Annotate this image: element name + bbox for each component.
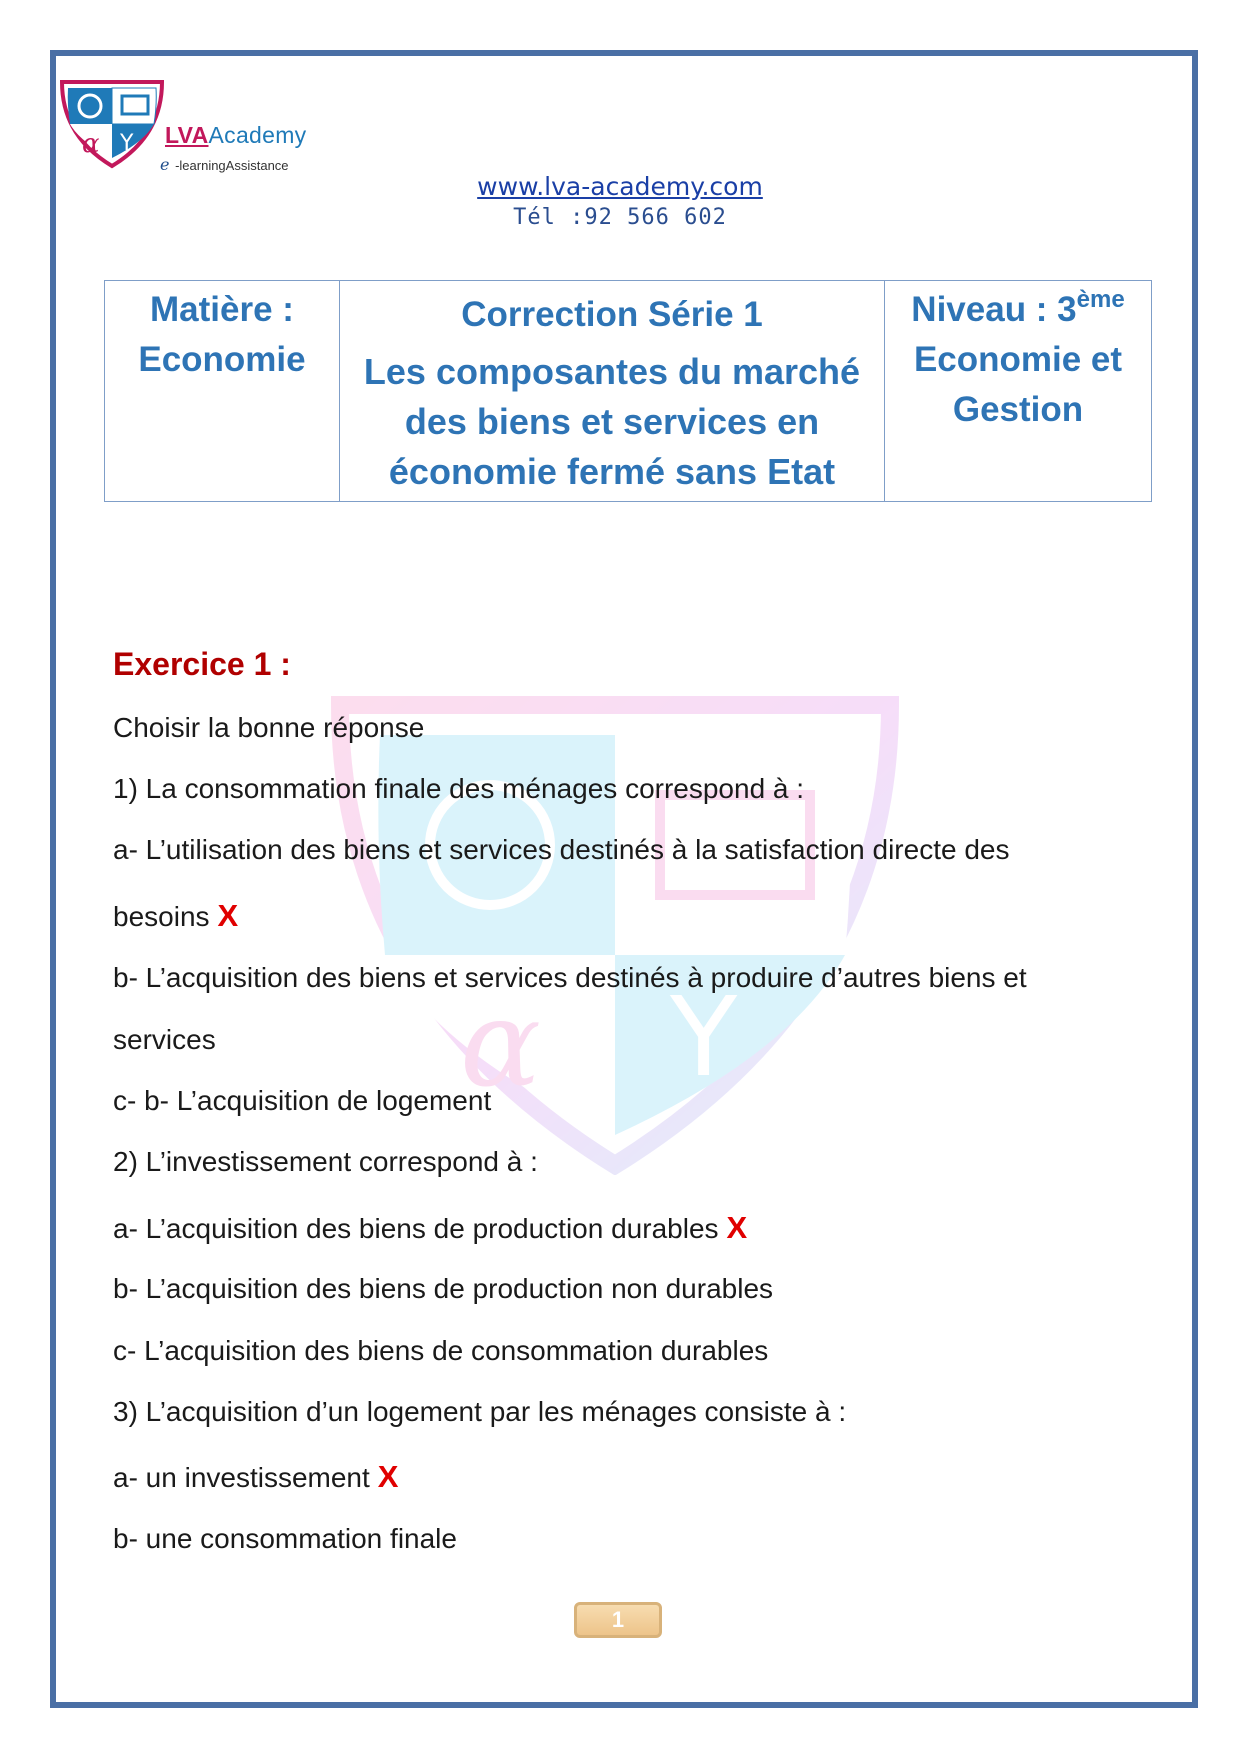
answer-1c: c- b- L’acquisition de logement (113, 1085, 492, 1116)
website-link[interactable]: www.lva-academy.com (477, 172, 763, 201)
level-line-2: Economie et (913, 340, 1123, 379)
answer-1a-text: besoins (113, 901, 210, 932)
lva-academy-logo-icon (58, 78, 166, 170)
title-cell (340, 281, 885, 502)
subtitle-line-2: des biens et services en (404, 401, 820, 442)
level-label (885, 285, 1151, 335)
level-superscript: ème (1076, 286, 1125, 313)
svg-text:α: α (82, 129, 100, 159)
answer-1b-line-2: services (113, 1024, 216, 1055)
correct-answer-mark: X (377, 1459, 399, 1494)
correct-answer-mark: X (726, 1210, 748, 1245)
correct-answer-mark: X (217, 898, 239, 933)
answer-1a-line-1: a- L’utilisation des biens et services destinés à la satisfaction directe des (113, 834, 1010, 865)
subject-value: Economie (138, 340, 306, 379)
series-subtitle (340, 347, 884, 497)
subject-label: Matière : (150, 290, 294, 329)
subject-cell (105, 281, 340, 502)
phone-number: Tél :92 566 602 (513, 205, 727, 230)
logo-brand-lva: LVA (165, 122, 209, 148)
answer-2a-text: a- L’acquisition des biens de production durables (113, 1213, 719, 1244)
question-1: 1) La consommation finale des ménages correspond à : (113, 773, 805, 804)
answer-2a (113, 1210, 747, 1246)
subtitle-line-3: économie fermé sans Etat (388, 451, 836, 492)
answer-2c: c- L’acquisition des biens de consommation durables (113, 1335, 769, 1366)
answer-1a-line-2 (113, 898, 238, 934)
svg-text:Y: Y (120, 131, 134, 156)
subtitle-line-1: Les composantes du marché (363, 351, 861, 392)
logo-brand-text (165, 122, 306, 149)
svg-text:Y: Y (670, 973, 738, 1101)
answer-3a-text: a- un investissement (113, 1462, 370, 1493)
svg-text:α: α (460, 975, 542, 1114)
logo-tagline-e: e (160, 155, 170, 174)
level-line-3: Gestion (952, 390, 1084, 429)
answer-3a (113, 1459, 398, 1495)
answer-1b-line-1: b- L’acquisition des biens et services destinés à produire d’autres biens et (113, 962, 1027, 993)
exercise-instruction: Choisir la bonne réponse (113, 712, 425, 743)
level-cell (885, 281, 1152, 502)
level-label-text: Niveau : 3 (911, 290, 1077, 329)
question-3: 3) L’acquisition d’un logement par les ménages consiste à : (113, 1396, 847, 1427)
logo-brand-academy: Academy (208, 122, 307, 148)
answer-3b: b- une consommation finale (113, 1523, 457, 1554)
header-table (104, 280, 1152, 502)
series-title: Correction Série 1 (461, 295, 763, 334)
exercise-heading: Exercice 1 : (113, 646, 291, 682)
logo-tagline-text: -learningAssistance (171, 158, 289, 173)
answer-2b: b- L’acquisition des biens de production non durables (113, 1273, 774, 1304)
question-2: 2) L’investissement correspond à : (113, 1146, 538, 1177)
page-number-badge: 1 (574, 1602, 662, 1638)
